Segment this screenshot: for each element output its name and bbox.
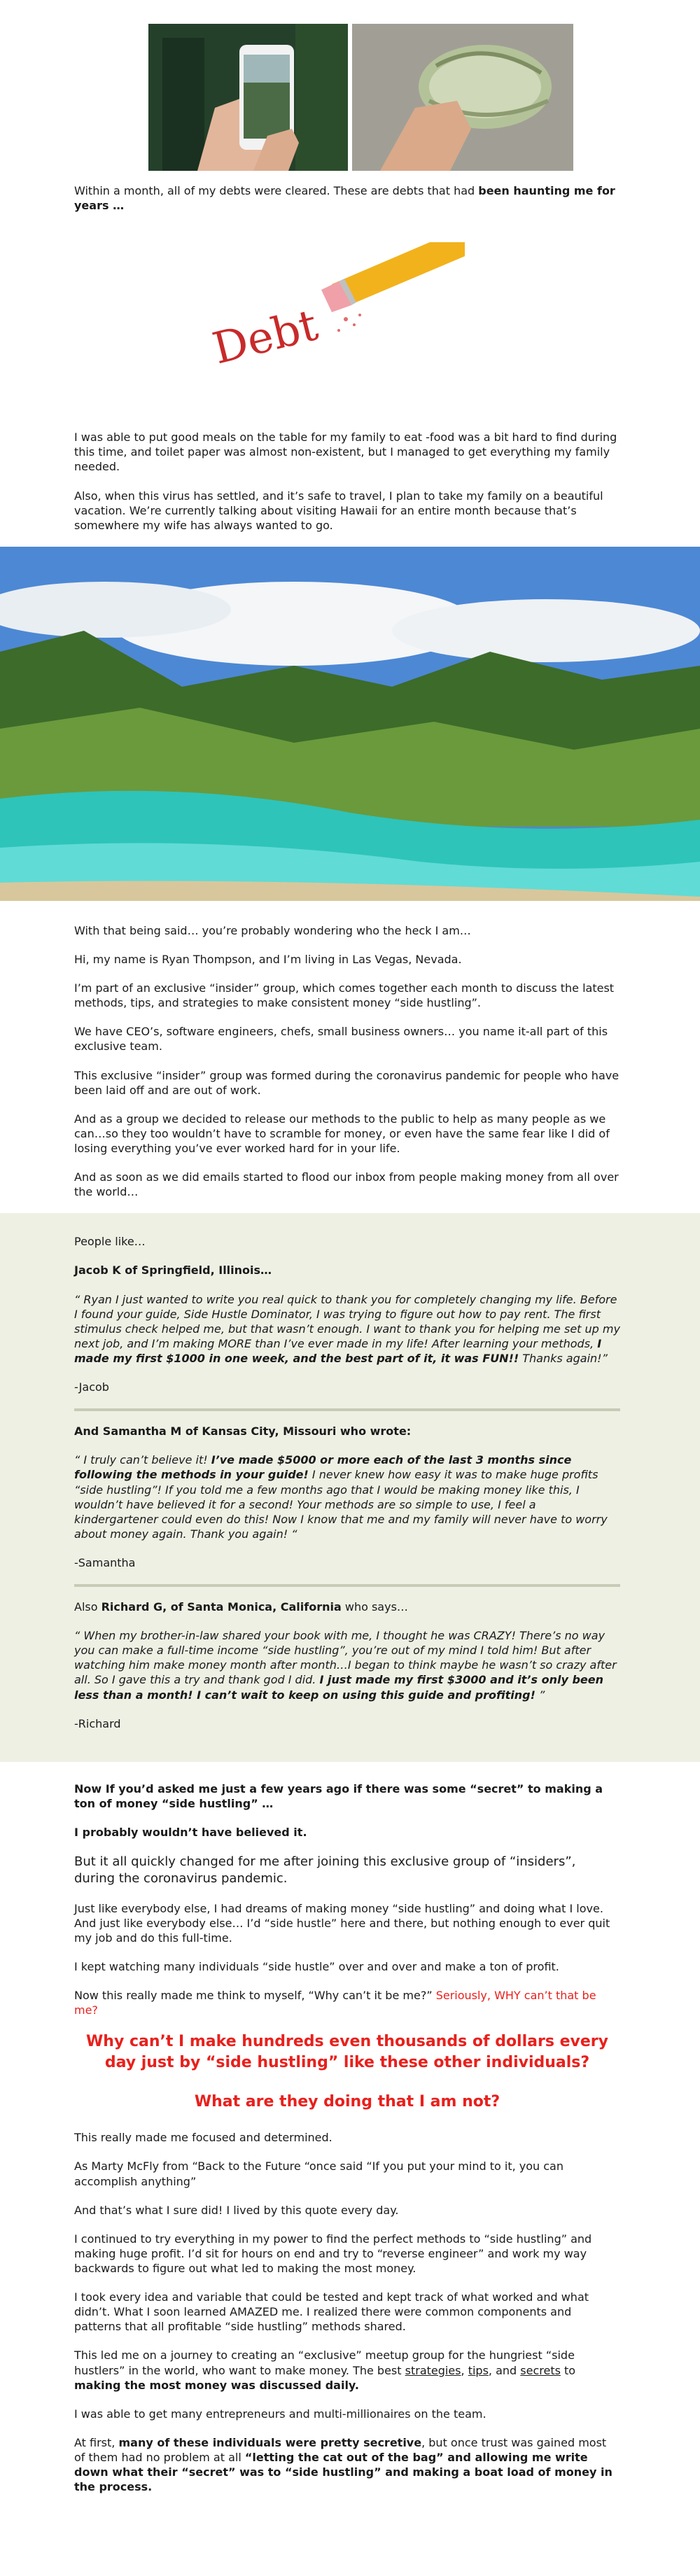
- story-paragraph-9: And that’s what I sure did! I lived by this quote every day.: [74, 2203, 399, 2217]
- story-paragraph-7: This really made me focused and determined.: [74, 2131, 332, 2145]
- story-paragraph-6: Now this really made me think to myself, “Why can’t it be me?” Seriously, WHY can’t that be me?: [74, 1989, 596, 2017]
- story-paragraph-2: I probably wouldn’t have believed it.: [74, 1826, 307, 1840]
- story-paragraph-12: This led me on a journey to creating an “exclusive” meetup group for the hungriest “side hustlers” in the world, who want to make money. The best strategies, tips, and secrets to making the most money was discussed daily.: [74, 2348, 576, 2392]
- about-section: [74, 923, 620, 1199]
- story-paragraph-11: I took every idea and variable that could be tested and kept track of what worked and what didn’t. What I soon learned AMAZED me. I realized there were common components and patterns that all profitable “side hustling” methods shared.: [74, 2290, 589, 2334]
- debt-eraser-image: [171, 242, 465, 375]
- phone-in-hand-illustration: [148, 24, 348, 171]
- divider: [74, 1408, 620, 1411]
- money-roll-illustration: [352, 24, 573, 171]
- intro-paragraph-1: Within a month, all of my debts were cleared. These are debts that had been haunting me for years …: [74, 184, 615, 213]
- testimonial-2-quote: “ I truly can’t believe it! I’ve made $5000 or more each of the last 3 months since following the methods in your guide! I never knew how easy it was to make huge profits “side hustling”! If you told me a few months ago that I would be making money like this, I wouldn’t have believed it for a second! Your methods are so simple to use, I feel a kindergartener could even do this! Now I know that me and my family will never have to worry about money again. Thank you again! “: [74, 1453, 608, 1541]
- about-paragraph-3: I’m part of an exclusive “insider” group, which comes together each month to discuss the latest methods, tips, and strategies to make consistent money “side hustling”.: [74, 981, 615, 1010]
- story-section: [74, 1782, 620, 2495]
- testimonial-3-signature: -Richard: [74, 1716, 121, 1730]
- testimonial-1-quote: “ Ryan I just wanted to write you real quick to thank you for completely changing my life. Before I found your guide, Side Hustle Dominator, I was trying to figure out how to pay rent. The first stimulus check helped me, but that wasn’t enough. I want to thank you for helping me set up my next job, and I’m making MORE than I’ve ever made in my life! After learning your methods, I made my first $1000 in one week, and the best part of it, it was FUN!! Thanks again!”: [74, 1292, 620, 1365]
- story-paragraph-10: I continued to try everything in my power to find the perfect methods to “side hustling” and making huge profit. I’d sit for hours on end and try to “reverse engineer” and work my way backwards to figure out what led to making the most money.: [74, 2232, 592, 2276]
- story-paragraph-8: As Marty McFly from “Back to the Future “once said “If you put your mind to it, you can accomplish anything”: [74, 2160, 564, 2188]
- story-paragraph-14: At first, many of these individuals were pretty secretive, but once trust was gained most of them had no problem at all “letting the cat out of the bag” and allowing me write down what their “secret” was to “side hustling” and making a boat load of money in the process.: [74, 2435, 612, 2494]
- testimonials-box: [0, 1213, 700, 1762]
- about-paragraph-4: We have CEO’s, software engineers, chefs, small business owners… you name it-all part of this exclusive team.: [74, 1025, 608, 1054]
- island-illustration: [0, 547, 700, 901]
- about-paragraph-7: And as soon as we did emails started to flood our inbox from people making money from all over the world…: [74, 1170, 619, 1199]
- story-paragraph-4: Just like everybody else, I had dreams of making money “side hustling” and doing what I love. And just like everybody else… I’d “side hustle” here and there, but nothing enough to ever quit my job and do this full-time.: [74, 1901, 610, 1945]
- intro-paragraph-2: I was able to put good meals on the table for my family to eat -food was a bit hard to find during this time, and toilet paper was almost non-existent, but I managed to get everything my family needed.: [74, 430, 617, 474]
- about-paragraph-1: With that being said… you’re probably wondering who the heck I am…: [74, 923, 471, 937]
- story-paragraph-13: I was able to get many entrepreneurs and multi-millionaires on the team.: [74, 2407, 486, 2421]
- testimonial-1-signature: -Jacob: [74, 1380, 109, 1394]
- testimonial-2-name: And Samantha M of Kansas City, Missouri who wrote:: [74, 1424, 412, 1438]
- intro-section: [74, 183, 620, 213]
- eraser-pencil-illustration: [171, 242, 465, 375]
- hero-images: [0, 0, 700, 183]
- testimonial-1-name: Jacob K of Springfield, Illinois…: [74, 1264, 272, 1278]
- about-paragraph-2: Hi, my name is Ryan Thompson, and I’m living in Las Vegas, Nevada.: [74, 952, 462, 966]
- testimonial-2-signature: -Samantha: [74, 1555, 136, 1569]
- divider: [74, 1584, 620, 1587]
- intro-paragraph-3: Also, when this virus has settled, and it’s safe to travel, I plan to take my family on a beautiful vacation. We’re currently talking about visiting Hawaii for an entire month because that’s somewhere my wife has always wanted to go.: [74, 489, 603, 532]
- headline-what-are-they-doing: What are they doing that I am not?: [194, 2092, 500, 2110]
- testimonial-3-quote: “ When my brother-in-law shared your book with me, I thought he was CRAZY! There’s no way you can make a full-time income “side hustling”, you’re out of my mind I told him! But after watching him make money month after month…I began to think maybe he wasn’t so crazy after all. So I gave this a try and thank god I did. I just made my first $3000 and it’s only been less than a month! I can’t wait to keep on using this guide and profiting! ”: [74, 1629, 617, 1702]
- testimonial-3-name: Also Richard G, of Santa Monica, California who says…: [74, 1600, 408, 1614]
- about-paragraph-5: This exclusive “insider” group was formed during the coronavirus pandemic for people who have been laid off and are out of work.: [74, 1068, 620, 1097]
- story-paragraph-1: Now If you’d asked me just a few years ago if there was some “secret” to making a ton of money “side hustling” …: [74, 1782, 603, 1810]
- debt-word: Debt: [207, 299, 323, 374]
- story-paragraph-3: But it all quickly changed for me after joining this exclusive group of “insiders”, during the coronavirus pandemic.: [74, 1854, 576, 1886]
- intro-section-2: [74, 430, 620, 533]
- money-roll-photo: [352, 24, 573, 171]
- about-paragraph-6: And as a group we decided to release our methods to the public to help as many people as we can…so they too wouldn’t have to scramble for money, or even have the same fear like I did of losing everything you’ve ever worked hard for in your life.: [74, 1112, 610, 1155]
- testimonials-intro: People like…: [74, 1235, 146, 1249]
- island-landscape-image: [0, 547, 700, 901]
- headline-why-cant-i: Why can’t I make hundreds even thousands of dollars every day just by “side hustling” like these other individuals?: [86, 2033, 608, 2071]
- story-paragraph-5: I kept watching many individuals “side hustle” over and over and make a ton of profit.: [74, 1959, 559, 1973]
- phone-photo: [148, 24, 348, 171]
